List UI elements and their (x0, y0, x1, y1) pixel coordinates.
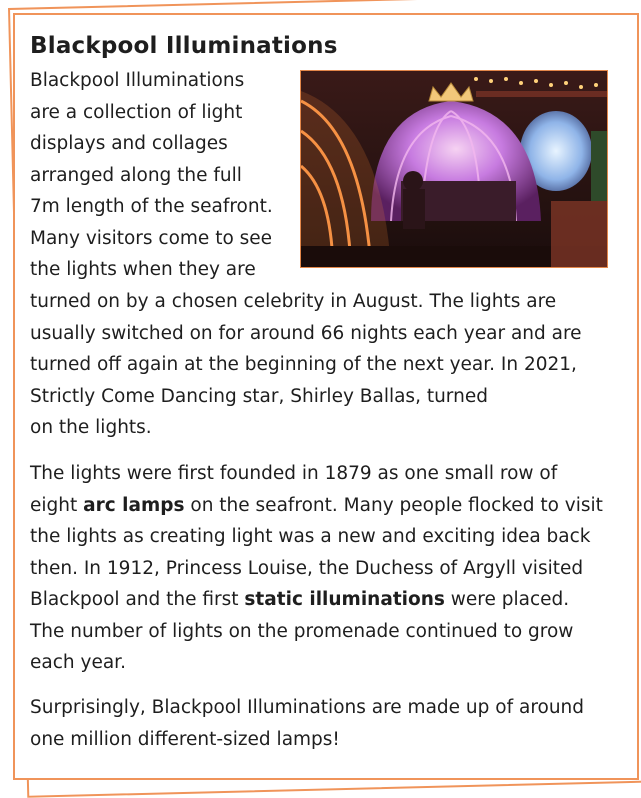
article-card (13, 13, 639, 780)
illuminated-carriage-photo (300, 70, 608, 268)
text-line: turned off again at the beginning of the next year. In 2021, (30, 354, 577, 375)
text-line: then. In 1912, Princess Louise, the Duchess of Argyll visited (30, 557, 584, 579)
text-line: The lights were first founded in 1879 as one small row of (30, 463, 558, 484)
bold-term-arc-lamps: arc lamps (83, 494, 185, 516)
text-line: the lights when they are (30, 259, 256, 280)
fact-paragraph (30, 692, 630, 755)
bold-term-static-illuminations: static illuminations (244, 589, 445, 610)
text-line: Blackpool Illuminations (30, 70, 245, 91)
text-line: The number of lights on the promenade continued to grow (30, 620, 574, 642)
text-line: the lights as creating light was a new and exciting idea back (30, 526, 591, 547)
text-line: on the lights. (30, 417, 152, 438)
text-line: usually switched on for around 66 nights each year and are (30, 322, 582, 344)
article-title: Blackpool Illuminations (30, 33, 338, 59)
text-line: eight arc lamps on the seafront. Many people flocked to visit (30, 494, 603, 516)
text-line: displays and collages (30, 133, 228, 154)
text-line: Surprisingly, Blackpool Illuminations are made up of around (30, 697, 585, 718)
text-line: Blackpool and the first static illuminations were placed. (30, 589, 570, 610)
text-line: are a collection of light (30, 101, 243, 123)
intro-paragraph-top (30, 65, 300, 286)
text-line: one million different-sized lamps! (30, 728, 340, 750)
text-line: each year. (30, 652, 126, 673)
intro-paragraph-bottom (30, 286, 630, 444)
text-line: 7m length of the seafront. (30, 196, 273, 217)
text-line: Strictly Come Dancing star, Shirley Ballas, turned (30, 385, 488, 407)
text-line: arranged along the full (30, 164, 242, 186)
history-paragraph (30, 458, 630, 679)
text-line: turned on by a chosen celebrity in August. The lights are (30, 291, 557, 312)
text-line: Many visitors come to see (30, 227, 273, 249)
